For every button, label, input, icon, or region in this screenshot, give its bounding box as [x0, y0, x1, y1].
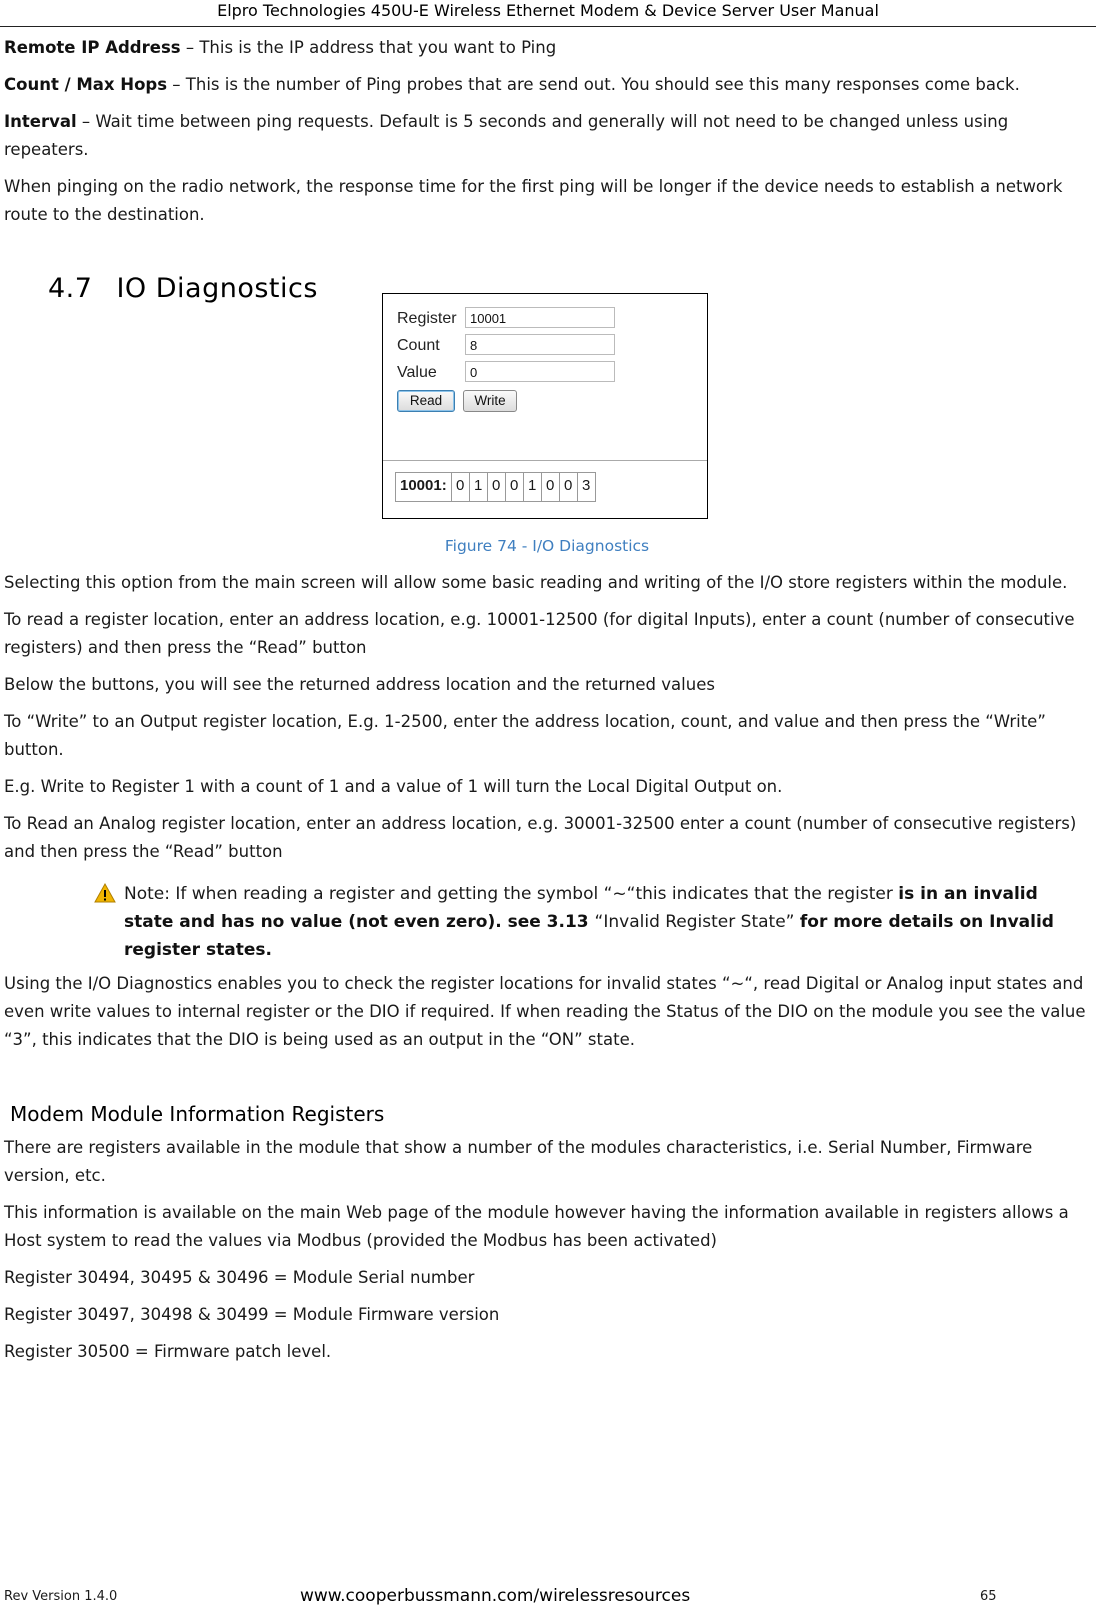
warning-icon — [94, 883, 116, 903]
term-description: – This is the IP address that you want to Ping — [180, 38, 557, 57]
revision: Rev Version 1.4.0 — [4, 1589, 118, 1604]
figure-container — [4, 293, 1090, 521]
warning-note — [124, 880, 1090, 964]
paragraph: Register 30500 = Firmware patch level. — [4, 1342, 332, 1361]
param-count — [4, 71, 1090, 99]
note-reference: “Invalid Register State” — [594, 912, 800, 932]
note-text: Note: If when reading a register and getting the symbol “~“this indicates that the register — [124, 884, 899, 904]
result-value: 0 — [560, 473, 578, 501]
paragraph: Register 30497, 30498 & 30499 = Module Firmware version — [4, 1305, 500, 1324]
page-content — [4, 34, 1090, 1375]
result-address: 10001: — [396, 473, 452, 501]
paragraph: This information is available on the main Web page of the module however having the information available in registers allows a Host system to read the values via Modbus (provided the Modbus has been activated) — [4, 1203, 1069, 1250]
term-label: Remote IP Address — [4, 38, 181, 57]
result-value: 0 — [542, 473, 560, 501]
note-emphasis: for more details on Invalid register states. — [124, 912, 1054, 960]
section-title: IO Diagnostics — [116, 273, 318, 304]
paragraph: To Read an Analog register location, enter an address location, e.g. 30001-32500 enter a count (number of consecutive registers) and then press the “Read” button — [4, 814, 1077, 861]
io-diagnostics-screenshot — [382, 293, 708, 519]
term-description: – This is the number of Ping probes that are send out. You should see this many responses come back. — [167, 75, 1020, 94]
paragraph: Using the I/O Diagnostics enables you to check the register locations for invalid states “~“, read Digital or Analog input states and even write values to internal register or the DIO if required. If when reading the Status of the DIO on the module you see the value “3”, this indicates that the DIO is being used as an output in the “ON” state. — [4, 974, 1086, 1049]
figure-caption: Figure 74 - I/O Diagnostics — [444, 537, 650, 555]
term-label: Count / Max Hops — [4, 75, 168, 94]
value-label: Value — [397, 364, 437, 381]
section-number: 4.7 — [48, 273, 93, 304]
paragraph: There are registers available in the module that show a number of the modules characteristics, i.e. Serial Number, Firmware version, etc. — [4, 1138, 1033, 1185]
count-label: Count — [397, 337, 440, 354]
paragraph: When pinging on the radio network, the response time for the first ping will be longer if the device needs to establish a network route to the destination. — [4, 177, 1063, 224]
paragraph: To read a register location, enter an address location, e.g. 10001-12500 (for digital Inputs), enter a count (number of consecutive registers) and then press the “Read” button — [4, 610, 1075, 657]
page-header — [0, 0, 1096, 27]
register-input[interactable]: 10001 — [465, 307, 615, 328]
note-emphasis: is in an invalid state and has no value (not even zero). see 3.13 — [124, 884, 1038, 932]
page-footer — [0, 1586, 1096, 1608]
write-button[interactable]: Write — [463, 390, 517, 412]
result-value: 1 — [524, 473, 542, 501]
paragraph: E.g. Write to Register 1 with a count of 1 and a value of 1 will turn the Local Digital Output on. — [4, 777, 783, 796]
footer-link[interactable]: www.cooperbussmann.com/wirelessresources — [300, 1586, 691, 1606]
value-input[interactable]: 0 — [465, 361, 615, 382]
page-number: 65 — [980, 1589, 997, 1604]
paragraph: Selecting this option from the main screen will allow some basic reading and writing of the I/O store registers within the module. — [4, 573, 1068, 592]
count-input[interactable]: 8 — [465, 334, 615, 355]
manual-title: Elpro Technologies 450U-E Wireless Ethernet Modem & Device Server User Manual — [217, 1, 879, 20]
param-remote-ip — [4, 34, 1090, 62]
result-table — [395, 472, 596, 502]
paragraph: Below the buttons, you will see the returned address location and the returned values — [4, 675, 715, 694]
result-value: 0 — [488, 473, 506, 501]
result-value: 1 — [470, 473, 488, 501]
term-description: – Wait time between ping requests. Default is 5 seconds and generally will not need to be changed unless using repeaters. — [4, 112, 1009, 159]
result-value: 0 — [452, 473, 470, 501]
result-value: 3 — [582, 477, 591, 494]
paragraph: Register 30494, 30495 & 30496 = Module Serial number — [4, 1268, 475, 1287]
register-label: Register — [397, 310, 457, 327]
result-value: 0 — [506, 473, 524, 501]
param-interval — [4, 108, 1090, 164]
paragraph: To “Write” to an Output register location, E.g. 1-2500, enter the address location, count, and value and then press the “Write” button. — [4, 712, 1046, 759]
divider — [383, 460, 707, 461]
read-button[interactable]: Read — [397, 390, 455, 412]
subsection-heading: Modem Module Information Registers — [10, 1102, 385, 1126]
term-label: Interval — [4, 112, 77, 131]
